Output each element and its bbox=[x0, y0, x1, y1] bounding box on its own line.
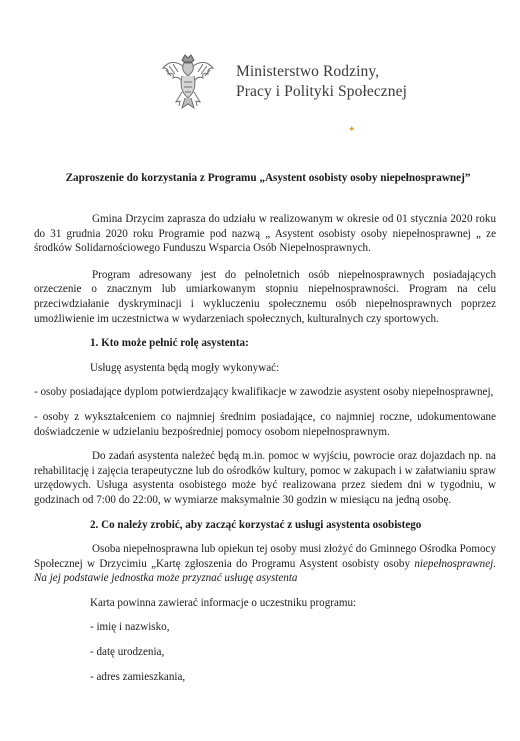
ministry-name-line1: Ministerstwo Rodziny, bbox=[236, 63, 380, 80]
card-item-name: - imię i nazwisko, bbox=[90, 621, 170, 634]
bullet-qualification: - osoby posiadające dyplom potwierdzający kwalifikacje w zawodzie asystent osoby niepełnosprawnej, bbox=[34, 386, 494, 399]
document-title: Zaproszenie do korzystania z Programu „Asystent osobisty osoby niepełnosprawnej” bbox=[65, 172, 471, 184]
card-item-birthdate: - datę urodzenia, bbox=[90, 646, 165, 659]
bullet-experience: - osoby z wykształceniem co najmniej średnim posiadające, co najmniej roczne, udokumentowane doświadczenie w udzielaniu bezpośredniej pomocy osobom niepełnosprawnym. bbox=[34, 410, 496, 438]
section1-heading: 1. Kto może pełnić rolę asystenta: bbox=[90, 337, 249, 350]
section2-heading: 2. Co należy zrobić, aby zacząć korzystać z usługi asystenta osobistego bbox=[90, 518, 422, 531]
polish-eagle-emblem-icon bbox=[160, 52, 216, 110]
card-lead: Karta powinna zawierać informacje o uczestniku programu: bbox=[90, 596, 357, 609]
program-paragraph: Program adresowany jest do pełnoletnich osób niepełnosprawnych posiadających orzeczenie o znacznym lub umiarkowanym stopniu niepełnosprawności. Program na celu przeciwdziałanie dyskryminacji i wykluczeniu społecznemu osób niepełnosprawnych poprzez umożliwienie im uczestnictwa w wydarzeniach społecznych, kulturalnych czy sportowych. bbox=[34, 268, 496, 325]
letterhead bbox=[160, 52, 500, 112]
application-text-italic: niepełnosprawnej. Na jej podstawie jednostka może przyznać usługę asystenta bbox=[34, 557, 496, 585]
section1-lead: Usługę asystenta będą mogły wykonywać: bbox=[90, 361, 280, 374]
document-body bbox=[34, 212, 496, 684]
scan-speck: ✦ bbox=[348, 124, 356, 134]
ministry-name bbox=[236, 62, 407, 102]
card-item-address: - adres zamieszkania, bbox=[90, 670, 186, 683]
application-text: Osoba niepełnosprawna lub opiekun tej osoby musi złożyć do Gminnego Ośrodka Pomocy Społecznej w Drzycimiu „Kartę zgłoszenia do Programu Asystent osobisty osoby bbox=[34, 543, 496, 570]
duties-paragraph: Do zadań asystenta należeć będą m.in. pomoc w wyjściu, powrocie oraz dojazdach np. na rehabilitację i zajęcia terapeutyczne lub do ośrodków kultury, pomoc w zakupach i w załatwianiu spraw urzędowych. Usługa asystenta osobistego może być realizowana przez siedem dni w tygodniu, w godzinach od 7:00 do 22:00, w wymiarze maksymalnie 30 godzin w miesiącu na jedną osobę. bbox=[34, 450, 496, 506]
application-paragraph bbox=[34, 542, 496, 586]
intro-paragraph: Gmina Drzycim zaprasza do udziału w realizowanym w okresie od 01 stycznia 2020 roku do 31 grudnia 2020 roku Programie pod nazwą „ Asystent osobisty osoby niepełnosprawnej „ ze środków Solidarnościowego Funduszu Wsparcia Osób Niepełnosprawnych. bbox=[34, 213, 496, 255]
ministry-name-line2: Pracy i Polityki Społecznej bbox=[236, 83, 408, 100]
